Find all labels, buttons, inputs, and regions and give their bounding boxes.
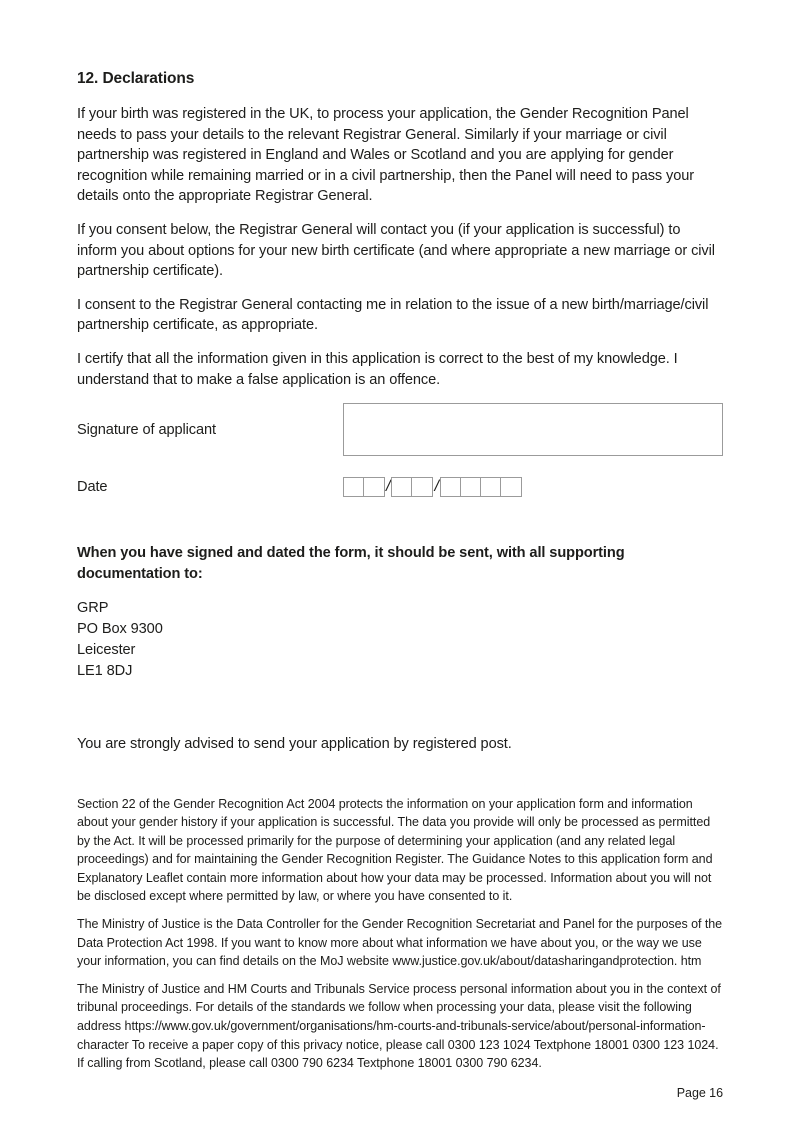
signature-row (77, 403, 723, 456)
date-separator: / (434, 478, 439, 496)
date-month-cell[interactable] (392, 478, 412, 496)
date-row (77, 477, 723, 497)
address-line-4: LE1 8DJ (77, 662, 133, 679)
date-year-cell[interactable] (501, 478, 521, 496)
address-line-1: GRP (77, 600, 109, 617)
date-day-cell[interactable] (364, 478, 384, 496)
declaration-paragraph-1: If your birth was registered in the UK, to process your application, the Gender Recognition Panel needs to pass your details to the relevant Registrar General. Similarly if your marriage or civil partnership was registered in England and Wales or Scotland and you are applying for gender recognition while remaining married or in a civil partnership, then the Panel will need to pass your details onto the appropriate Registrar General. (77, 106, 695, 205)
registered-post-advice: You are strongly advised to send your application by registered post. (77, 735, 512, 752)
date-year-field[interactable] (440, 477, 522, 497)
address-line-3: Leicester (77, 641, 136, 658)
date-year-cell[interactable] (481, 478, 501, 496)
address-line-2: PO Box 9300 (77, 621, 163, 638)
page-number: Page 16 (676, 1086, 723, 1100)
mailing-address (77, 598, 723, 681)
declaration-paragraph-2: If you consent below, the Registrar General will contact you (if your application is successful) to inform you about options for your new birth certificate (and where appropriate a new marriage or civil partnership certificate). (77, 221, 715, 280)
legal-notices (77, 795, 723, 1073)
date-year-cell[interactable] (441, 478, 461, 496)
declaration-paragraph-4: I certify that all the information given in this application is correct to the best of my knowledge. I understand that to make a false application is an offence. (77, 350, 678, 388)
signature-field[interactable] (343, 403, 723, 456)
date-field (343, 477, 522, 497)
date-year-cell[interactable] (461, 478, 481, 496)
date-day-field[interactable] (343, 477, 385, 497)
legal-paragraph-3: The Ministry of Justice and HM Courts and Tribunals Service process personal information about you in the context of tribunal proceedings. For details of the standards we follow when processing your data, please visit the following address https://www.gov.uk/government/organisations/hm-courts-and-tribunals-service/about/personal-information-character To receive a paper copy of this privacy notice, please call 0300 123 1024 Textphone 18001 0300 123 1024. If calling from Scotland, please call 0300 790 6234 Textphone 18001 0300 790 6234. (77, 981, 721, 1071)
submission-heading: When you have signed and dated the form, it should be sent, with all supporting documentation to: (77, 545, 625, 582)
date-label: Date (77, 479, 108, 496)
section-heading: 12. Declarations (77, 70, 195, 87)
date-separator: / (386, 478, 391, 496)
signature-label: Signature of applicant (77, 421, 216, 438)
legal-paragraph-2: The Ministry of Justice is the Data Controller for the Gender Recognition Secretariat and Panel for the purposes of the Data Protection Act 1998. If you want to know more about what information we have about you, or the way we use your information, you can find details on the MoJ website www.justice.gov.uk/about/datasharingandprotection. htm (77, 917, 723, 969)
legal-paragraph-1: Section 22 of the Gender Recognition Act 2004 protects the information on your application form and information about your gender history if your application is successful. The data you provide will only be processed as permitted by the Act. It will be processed primarily for the purpose of determining your application (and any related legal proceedings) and for maintaining the Gender Recognition Register. The Guidance Notes to this application form and Explanatory Leaflet contain more information about how your data may be processed. Information about you will not be disclosed except where permitted by law, or where you have consented to it. (77, 796, 713, 904)
date-month-cell[interactable] (412, 478, 432, 496)
declaration-paragraph-3: I consent to the Registrar General contacting me in relation to the issue of a new birth/marriage/civil partnership certificate, as appropriate. (77, 296, 709, 334)
date-month-field[interactable] (391, 477, 433, 497)
date-day-cell[interactable] (344, 478, 364, 496)
